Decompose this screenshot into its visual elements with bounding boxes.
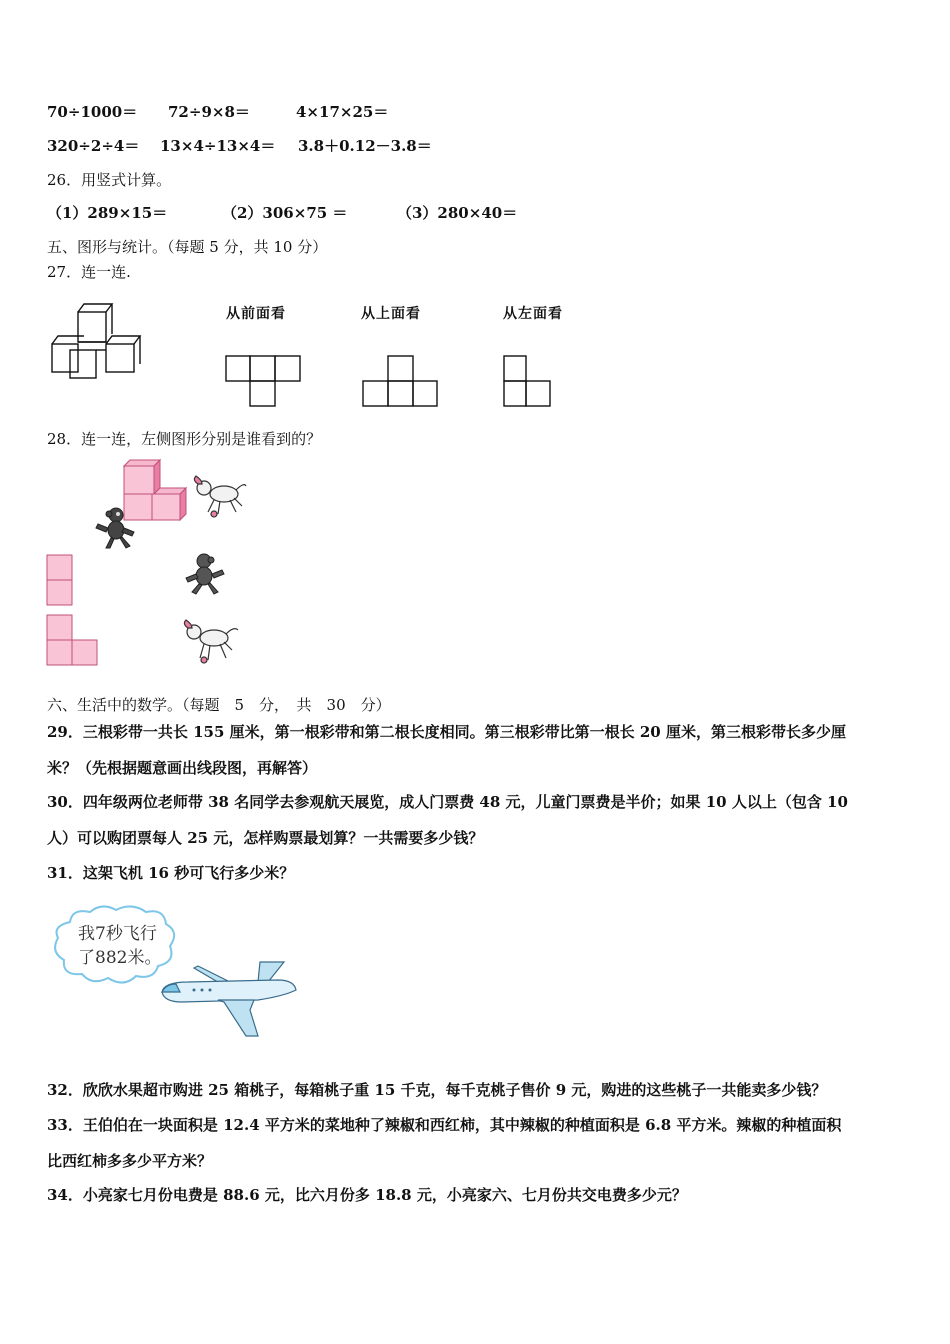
calc-item: 320÷2÷4＝ <box>47 137 140 155</box>
q26-item: （3）280×40＝ <box>397 204 518 222</box>
calc-item: 4×17×25＝ <box>296 103 389 121</box>
view-label-left: 从左面看 <box>503 306 563 322</box>
pink-shape-vertical <box>46 554 74 606</box>
question-33-line2: 比西红柿多多少平方米？ <box>47 1152 213 1170</box>
view-label-front: 从前面看 <box>226 306 286 322</box>
calc-item: 13×4÷13×4＝ <box>160 137 276 155</box>
section-6-heading: 六、生活中的数学。（每题 5 分， 共 30 分） <box>47 696 391 714</box>
monkey-icon <box>94 506 138 550</box>
q26-item: （2）306×75 ＝ <box>222 204 348 222</box>
question-31-title: 31．这架飞机 16 秒可飞行多少米？ <box>47 864 295 882</box>
question-32: 32．欣欣水果超市购进 25 箱桃子，每箱桃子重 15 千克，每千克桃子售价 9 元，购进的这些桃子一共能卖多少钱？ <box>47 1081 827 1099</box>
question-30-line2: 人）可以购团票每人 25 元，怎样购票最划算？一共需要多少钱？ <box>47 829 484 847</box>
airplane-icon <box>158 960 300 1040</box>
speech-bubble-line1: 我7秒飞行 <box>78 924 157 944</box>
q26-item: （1）289×15＝ <box>47 204 168 222</box>
speech-bubble-line2: 了882米。 <box>78 948 162 968</box>
question-34: 34．小亮家七月份电费是 88.6 元，比六月份多 18.8 元，小亮家六、七月份共交电费多少元？ <box>47 1186 687 1204</box>
calc-item: 72÷9×8＝ <box>168 103 250 121</box>
question-26-title: 26．用竖式计算。 <box>47 171 172 189</box>
front-view-shape <box>226 356 302 408</box>
question-33-line1: 33．王伯伯在一块面积是 12.4 平方米的菜地种了辣椒和西红柿，其中辣椒的种植面积是 6.8 平方米。辣椒的种植面积 <box>47 1116 842 1134</box>
section-5-heading: 五、图形与统计。（每题 5 分，共 10 分） <box>47 238 328 256</box>
question-30-line1: 30．四年级两位老师带 38 名同学去参观航天展览，成人门票费 48 元，儿童门票费是半价；如果 10 人以上（包含 10 <box>47 793 848 811</box>
cube-stack-figure <box>48 298 158 383</box>
question-29-line1: 29．三根彩带一共长 155 厘米，第一根彩带和第二根长度相同。第三根彩带比第一根长 20 厘米，第三根彩带长多少厘 <box>47 723 846 741</box>
dog-icon <box>182 620 240 664</box>
left-view-shape <box>504 356 556 408</box>
dog-icon <box>190 476 248 518</box>
view-label-top: 从上面看 <box>361 306 421 322</box>
monkey-icon <box>182 552 226 596</box>
pink-shape-l <box>46 614 100 666</box>
calc-item: 3.8＋0.12－3.8＝ <box>298 137 432 155</box>
question-27-title: 27．连一连. <box>47 263 131 281</box>
calc-item: 70÷1000＝ <box>47 103 138 121</box>
question-29-line2: 米？（先根据题意画出线段图，再解答） <box>47 759 318 777</box>
top-view-shape <box>363 356 439 408</box>
question-28-title: 28．连一连，左侧图形分别是谁看到的？ <box>47 430 322 448</box>
